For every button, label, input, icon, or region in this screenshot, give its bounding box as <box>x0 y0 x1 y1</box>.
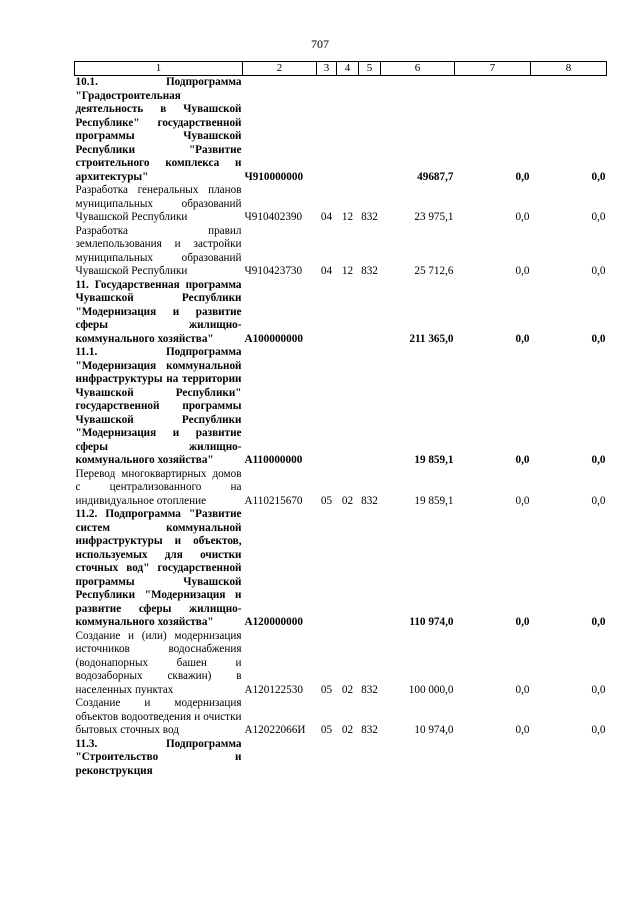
subsection-code: 12 <box>341 211 354 223</box>
column-number: 8 <box>531 62 607 76</box>
amount-col6: 211 365,0 <box>409 332 454 345</box>
table-row <box>75 697 607 738</box>
target-code: Ч910423730 <box>244 265 303 277</box>
target-code: A100000000 <box>244 332 303 345</box>
program-name: 11. Государственная программа Чувашской Республики "Модернизация и развитие сферы жилищно-коммунального хозяйства" <box>75 278 242 345</box>
amount-col6: 100 000,0 <box>408 683 454 696</box>
amount-col7: 0,0 <box>515 265 530 277</box>
subsection-code: 02 <box>341 494 354 507</box>
target-code: A110215670 <box>244 494 303 507</box>
program-name: Разработка правил землепользования и застройки муниципальных образований Чувашской Республики <box>75 224 242 277</box>
target-code: A12022066И <box>244 724 306 736</box>
column-number: 5 <box>359 62 381 76</box>
table-row <box>75 508 607 630</box>
column-number: 4 <box>337 62 359 76</box>
table-row <box>75 738 607 779</box>
amount-col8: 0,0 <box>591 454 606 466</box>
section-code <box>317 508 337 630</box>
table-row <box>75 468 607 509</box>
amount-col8: 0,0 <box>591 724 606 736</box>
amount-col6: 49687,7 <box>417 170 454 183</box>
expense-type-code <box>359 346 381 468</box>
section-code: 04 <box>320 265 333 277</box>
column-number: 7 <box>455 62 531 76</box>
amount-col7: 0,0 <box>515 454 530 466</box>
table-row <box>75 279 607 347</box>
program-name: Создание и модернизация объектов водоотведения и очистки бытовых сточных вод <box>75 697 242 736</box>
expense-type-code <box>359 508 381 630</box>
program-name: 11.2. Подпрограмма "Развитие систем коммунальной инфраструктуры и объектов, используемых для очистки сточных вод" государственной программы Чувашской Республики "Модернизация и развитие сферы жилищно-коммунального хозяйства" <box>75 508 242 628</box>
target-code: A120000000 <box>244 616 303 628</box>
section-code: 05 <box>320 683 333 696</box>
subsection-code: 02 <box>341 683 354 696</box>
expense-type-code <box>359 279 381 347</box>
column-number-row <box>75 62 607 76</box>
column-number: 3 <box>317 62 337 76</box>
section-code <box>317 76 337 185</box>
subsection-code <box>337 76 359 185</box>
column-number: 6 <box>381 62 455 76</box>
program-name: Создание и (или) модернизация источников водоснабжения (водонапорных башен и водозаборных скважин) в населенных пунктах <box>75 629 242 696</box>
amount-col8: 0,0 <box>591 683 606 696</box>
section-code <box>317 279 337 347</box>
amount-col8 <box>531 738 607 779</box>
section-code: 05 <box>320 724 333 736</box>
program-name: 11.3. Подпрограмма "Строительство и реконструкция <box>75 737 242 777</box>
amount-col7: 0,0 <box>515 211 530 223</box>
target-code <box>243 738 317 779</box>
amount-col7: 0,0 <box>515 724 530 736</box>
expense-type-code: 832 <box>361 494 378 507</box>
amount-col6: 19 859,1 <box>414 494 454 507</box>
amount-col6: 23 975,1 <box>414 211 454 223</box>
program-name: 10.1. Подпрограмма "Градостроительная деятельность в Чувашской Республике" государственной программы Чувашской Республики "Развитие строительного комплекса и архитектуры" <box>75 76 242 183</box>
amount-col8: 0,0 <box>591 211 606 223</box>
program-name: 11.1. Подпрограмма "Модернизация коммунальной инфраструктуры на территории Чувашской Республики" государственной программы Чувашской Республики "Модернизация и развитие сферы жилищно-коммунального хозяйства" <box>75 346 242 466</box>
table-row <box>75 76 607 185</box>
section-code: 05 <box>320 494 333 507</box>
amount-col8: 0,0 <box>591 494 606 507</box>
expense-type-code: 832 <box>361 724 378 736</box>
subsection-code <box>337 346 359 468</box>
page-number: 707 <box>311 37 329 51</box>
section-code <box>317 346 337 468</box>
amount-col7: 0,0 <box>515 332 530 345</box>
amount-col7: 0,0 <box>515 683 530 696</box>
budget-table <box>74 61 607 778</box>
amount-col7 <box>455 738 531 779</box>
target-code: Ч910402390 <box>244 211 303 223</box>
amount-col6 <box>381 738 455 779</box>
amount-col6: 10 974,0 <box>414 724 454 736</box>
column-number: 1 <box>75 62 243 76</box>
expense-type-code <box>359 738 381 779</box>
program-name: Разработка генеральных планов муниципальных образований Чувашской Республики <box>75 184 242 223</box>
program-name: Перевод многоквартирных домов с централизованного на индивидуальное отопление <box>75 467 242 507</box>
subsection-code <box>337 279 359 347</box>
subsection-code: 02 <box>341 724 354 736</box>
expense-type-code: 832 <box>361 265 378 277</box>
amount-col7: 0,0 <box>515 170 530 183</box>
table-row <box>75 346 607 468</box>
expense-type-code: 832 <box>361 211 378 223</box>
target-code: A120122530 <box>244 683 303 696</box>
section-code <box>317 738 337 779</box>
amount-col8: 0,0 <box>591 332 606 345</box>
expense-type-code <box>359 76 381 185</box>
amount-col6: 25 712,6 <box>414 265 454 277</box>
table-row <box>75 184 607 225</box>
amount-col6: 110 974,0 <box>409 616 454 628</box>
amount-col8: 0,0 <box>591 616 606 628</box>
amount-col6: 19 859,1 <box>414 454 454 466</box>
expense-type-code: 832 <box>361 683 378 696</box>
target-code: A110000000 <box>244 454 303 466</box>
section-code: 04 <box>320 211 333 223</box>
target-code: Ч910000000 <box>244 170 304 183</box>
subsection-code: 12 <box>341 265 354 277</box>
column-number: 2 <box>243 62 317 76</box>
table-row <box>75 225 607 279</box>
subsection-code <box>337 508 359 630</box>
subsection-code <box>337 738 359 779</box>
amount-col8: 0,0 <box>591 265 606 277</box>
table-row <box>75 630 607 698</box>
amount-col7: 0,0 <box>515 616 530 628</box>
amount-col8: 0,0 <box>591 170 606 183</box>
amount-col7: 0,0 <box>515 494 530 507</box>
